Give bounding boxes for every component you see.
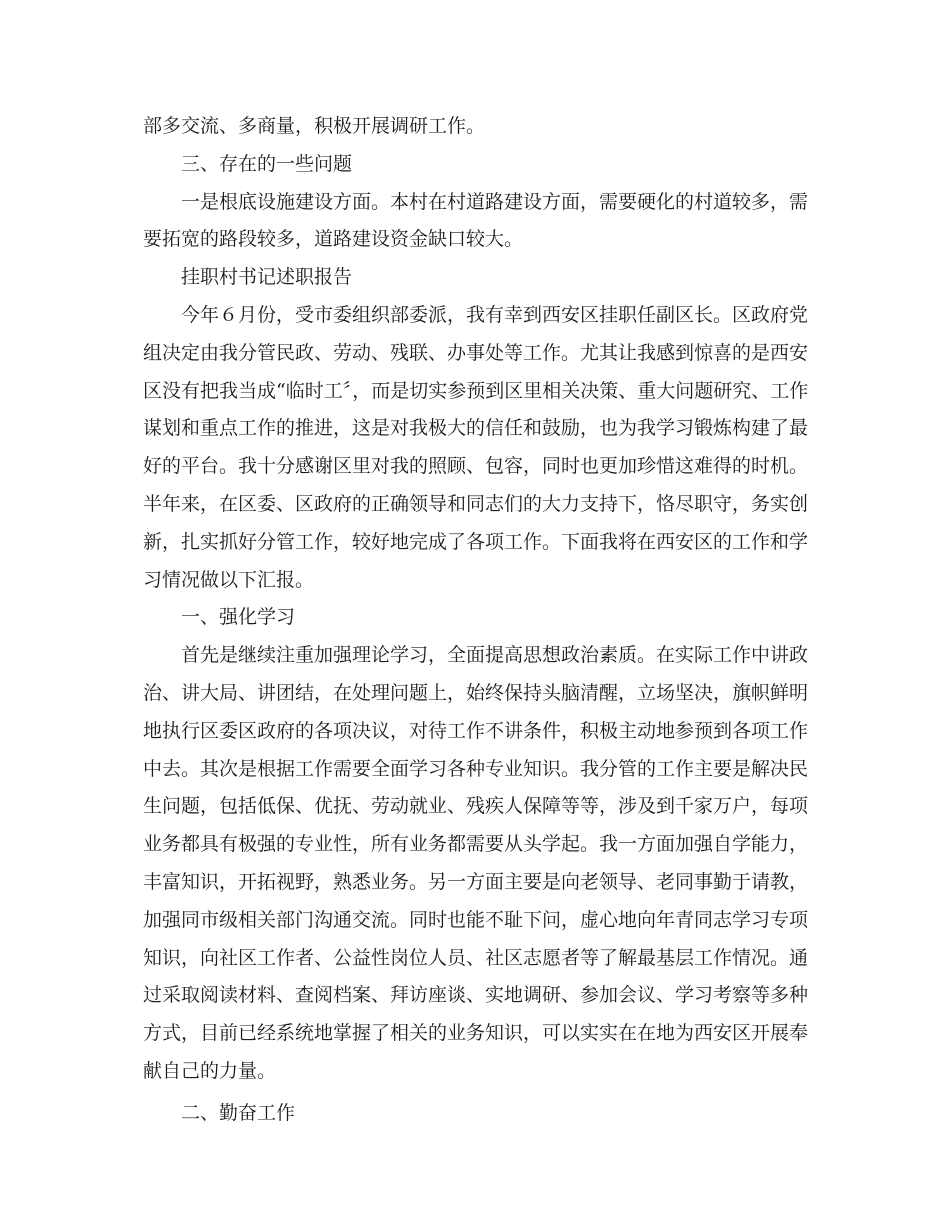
text-line: 部多交流、多商量，积极开展调研工作。: [143, 115, 486, 137]
text-line: 首先是继续注重加强理论学习，全面提高思想政治素质。在实际工作中讲政: [181, 644, 809, 667]
text-line: 加强同市级相关部门沟通交流。同时也能不耻下问，虚心地向年青同志学习专项: [143, 908, 809, 931]
text-line: 知识，向社区工作者、公益性岗位人员、社区志愿者等了解最基层工作情况。通: [143, 946, 809, 969]
text-line: 要拓宽的路段较多，道路建设资金缺口较大。: [143, 228, 524, 251]
text-line: 治、讲大局、讲团结，在处理问题上，始终保持头脑清醒，立场坚决，旗帜鲜明: [143, 681, 809, 704]
text-line: 习情况做以下汇报。: [143, 568, 315, 591]
section-heading-problems: [143, 146, 808, 184]
text-line: 今年６月份，受市委组织部委派，我有幸到西安区挂职任副区长。区政府党: [181, 303, 809, 326]
text-line: 半年来，在区委、区政府的正确领导和同志们的大力支持下，恪尽职守，务实创: [143, 492, 809, 515]
paragraph-infrastructure: [143, 184, 808, 260]
text-line: 好的平台。我十分感谢区里对我的照顾、包容，同时也更加珍惜这难得的时机。: [143, 455, 809, 478]
paragraph-introduction: [143, 297, 808, 599]
text-line: 中去。其次是根据工作需要全面学习各种专业知识。我分管的工作主要是解决民: [143, 757, 809, 780]
heading-line: 二、勤奋工作: [181, 1101, 296, 1124]
paragraph-continuation: [143, 108, 808, 146]
section-heading-work: [143, 1095, 808, 1133]
text-line: 过采取阅读材料、查阅档案、拜访座谈、实地调研、参加会议、学习考察等多种: [143, 984, 809, 1007]
text-line: 献自己的力量。: [143, 1059, 277, 1082]
text-line: 生问题，包括低保、优抚、劳动就业、残疾人保障等等，涉及到千家万户，每项: [143, 795, 809, 818]
text-line: 业务都具有极强的专业性，所有业务都需要从头学起。我一方面加强自学能力，: [143, 833, 809, 856]
text-line: 谋划和重点工作的推进，这是对我极大的信任和鼓励，也为我学习锻炼构建了最: [143, 417, 809, 440]
text-line: 组决定由我分管民政、劳动、残联、办事处等工作。尤其让我感到惊喜的是西安: [143, 341, 809, 364]
paragraph-study: [143, 637, 808, 1091]
report-title: [143, 259, 808, 297]
title-line: 挂职村书记述职报告: [181, 266, 353, 289]
text-line: 一是根底设施建设方面。本村在村道路建设方面，需要硬化的村道较多，需: [181, 190, 809, 213]
text-line: 新，扎实抓好分管工作，较好地完成了各项工作。下面我将在西安区的工作和学: [143, 530, 809, 553]
section-heading-study: [143, 599, 808, 637]
text-line: 地执行区委区政府的各项决议，对待工作不讲条件，积极主动地参预到各项工作: [143, 719, 809, 742]
document-body: [143, 108, 808, 1133]
text-line: 方式，目前已经系统地掌握了相关的业务知识，可以实实在在地为西安区开展奉: [143, 1022, 809, 1045]
heading-line: 一、强化学习: [181, 606, 296, 629]
heading-line: 三、存在的一些问题: [181, 152, 353, 175]
text-line: 区没有把我当成“临时工〞，而是切实参预到区里相关决策、重大问题研究、工作: [143, 379, 809, 402]
text-line: 丰富知识，开拓视野，熟悉业务。另一方面主要是向老领导、老同事勤于请教，: [143, 870, 809, 893]
